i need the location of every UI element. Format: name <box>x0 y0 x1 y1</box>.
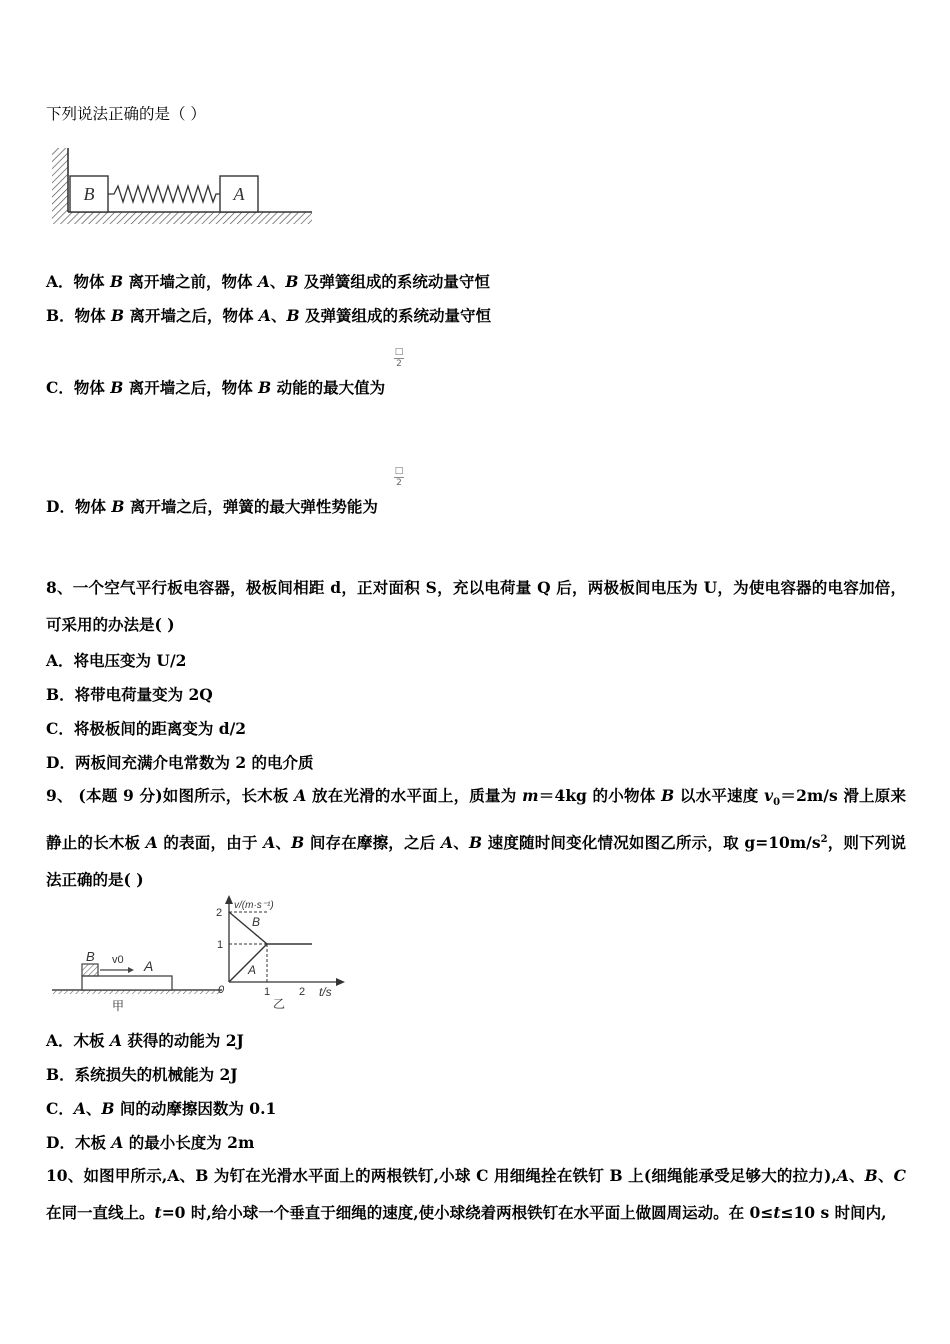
block-b-label: B <box>83 184 95 204</box>
q9-option-b: B．系统损失的机械能为 2J <box>46 1065 238 1084</box>
spring <box>108 186 220 202</box>
q9-stem: 9、 (本题 9 分)如图所示，长木板 A 放在光滑的水平面上，质量为 m＝4kg 的小物体 B 以水平速度 $v_0=2m/s$ 滑上原来静止的长木板 A 的表面，由于 A、B 间存在摩擦，之后 A、B 速度随时间变化情况如图乙所示，取 $g=10m/s^2$，则下列说法正确的是( ) <box>46 786 907 890</box>
yi-label-b: B <box>252 915 261 929</box>
yi-origin: 0 <box>218 984 225 996</box>
q7-option-c-fraction: □ 2 <box>394 347 404 369</box>
q8-option-c: C．将极板间的距离变为 d/2 <box>46 719 247 738</box>
q7-option-a: A．物体 B 离开墙之前，物体 A、B 及弹簧组成的系统动量守恒 <box>46 272 490 291</box>
yi-caption: 乙 <box>273 997 286 1011</box>
q8-option-a: A．将电压变为 U/2 <box>46 651 187 670</box>
q7-option-b: B．物体 B 离开墙之后，物体 A、B 及弹簧组成的系统动量守恒 <box>46 306 491 325</box>
floor-hatch <box>68 212 312 224</box>
q8-option-b: B．将带电荷量变为 2Q <box>46 685 213 704</box>
board-a <box>82 976 172 990</box>
q7-option-d-fraction: □ 2 <box>394 466 404 488</box>
wall-hatch <box>52 148 68 224</box>
yi-xlabel: t/s <box>319 985 332 999</box>
q9-figure-yi <box>212 892 352 1014</box>
q9-option-d: D．木板 A 的最小长度为 2m <box>46 1133 255 1152</box>
q7-spring-figure <box>46 146 316 228</box>
q10-stem: 10、如图甲所示,A、B 为钉在光滑水平面上的两根铁钉,小球 C 用细绳拴在铁钉 B 上(细绳能承受足够大的拉力),A、B、C 在同一直线上。t=0 时,给小球一个垂直于细绳的速度,使小球绕着两根铁钉在水平面上做圆周运动。在 0≤t≤10 s 时间内, <box>46 1166 906 1222</box>
yi-tick-y1: 1 <box>217 939 224 951</box>
q7-option-d: D．物体 B 离开墙之后，弹簧的最大弹性势能为 <box>46 497 378 516</box>
jia-caption: 甲 <box>112 999 125 1013</box>
q9-option-a: A．木板 A 获得的动能为 2J <box>46 1031 244 1050</box>
jia-label-v0: v0 <box>112 954 124 966</box>
block-b-small <box>82 964 98 976</box>
q8-stem: 8、一个空气平行板电容器，极板间相距 d，正对面积 S，充以电荷量 Q 后，两极板间电压为 U，为使电容器的电容加倍，可采用的办法是( ) <box>46 578 906 634</box>
q9-figure-jia <box>50 940 230 1015</box>
jia-label-b: B <box>86 949 95 964</box>
yi-ylabel: v/(m·s⁻¹) <box>234 900 274 911</box>
line-b <box>229 912 267 944</box>
yi-tick-y2: 2 <box>216 907 223 919</box>
block-a-label: A <box>233 184 245 204</box>
jia-label-a: A <box>144 958 154 974</box>
q9-option-c: C．A、B 间的动摩擦因数为 0.1 <box>46 1099 277 1118</box>
q7-stem: 下列说法正确的是（ ） <box>46 105 206 123</box>
yi-tick-x2: 2 <box>299 986 306 998</box>
yi-tick-x1: 1 <box>264 986 271 998</box>
yi-label-a: A <box>248 963 257 977</box>
q8-option-d: D．两板间充满介电常数为 2 的电介质 <box>46 753 314 772</box>
q7-option-c: C．物体 B 离开墙之后，物体 B 动能的最大值为 <box>46 378 386 397</box>
